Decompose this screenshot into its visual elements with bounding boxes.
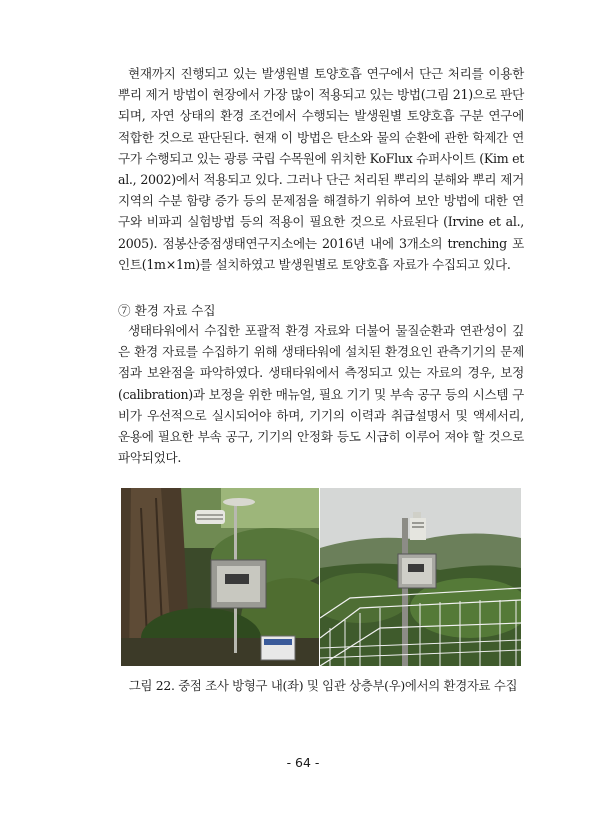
page-number: - 64 - — [286, 755, 320, 770]
figure-photos — [121, 488, 521, 666]
body-paragraph-2: 생태타워에서 수집한 포괄적 환경 자료와 더불어 물질순환과 연관성이 깊은 환경 자료를 수집하기 위해 생태타워에 설치된 환경요인 관측기기의 문제점과 보완점을 파악하였다. 생태타워에서 측정되고 있는 자료의 경우, 보정(calibration)과 보정을 위한 매뉴얼, 필요 기기 및 부속 공구 등의 시스템 구비가 우선적으로 실시되어야 하며, 기기의 이력과 취급설명서 및 액세서리, 운용에 필요한 부속 공구, 기기의 안정화 등도 시급히 이루어 져야 할 것으로 파악되었다. — [118, 323, 524, 466]
section-heading: ⑦ 환경 자료 수집 — [118, 303, 216, 318]
body-paragraph-1: 현재까지 진행되고 있는 발생원별 토양호흡 연구에서 단근 처리를 이용한 뿌리 제거 방법이 현장에서 가장 많이 적용되고 있는 방법(그림 21)으로 판단되며, 자연 상태의 환경 조건에서 수행되는 발생원별 토양호흡 구분 연구에 적합한 것으로 판단된다. 현재 이 방법은 탄소와 물의 순환에 관한 학제간 연구가 수행되고 있는 광릉 국립 수목원에 위치한 KoFlux 슈퍼사이트 (Kim et al., 2002)에서 적용되고 있다. 그러나 단근 처리된 뿌리의 분해와 뿌리 제거 지역의 수분 함량 증가 등의 문제점을 해결하기 위하여 보안 방법에 대한 연구와 비파괴 실험방법 등의 적용이 필요한 것으로 사료된다 (Irvine et al., 2005). 점봉산중점생태연구지소에는 2016년 내에 3개소의 trenching 포인트(1m×1m)를 설치하였고 발생원별로 토양호흡 자료가 수집되고 있다. — [118, 66, 524, 272]
canopy-tower-photo — [320, 488, 521, 666]
forest-floor-photo — [121, 488, 319, 666]
figure-caption: 그림 22. 중점 조사 방형구 내(좌) 및 임관 상층부(우)에서의 환경자료 수집 — [128, 678, 518, 693]
